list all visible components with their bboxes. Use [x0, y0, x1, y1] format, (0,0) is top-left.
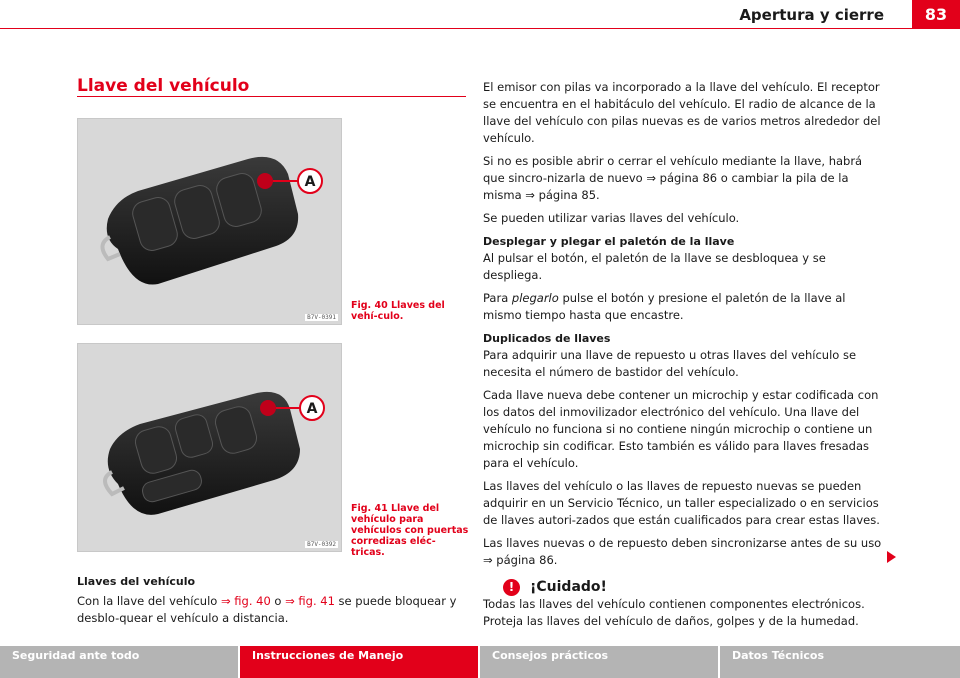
- header-rule: [0, 28, 960, 29]
- section-title: Llave del vehículo: [77, 76, 250, 96]
- paragraph: Cada llave nueva debe contener un microchip y estar codificada con los datos del inmovilizador electrónico del vehículo. Una llave del vehículo no funciona si no contiene ningún microchip o contiene un microchip sin codificar. Esto también es válido para llaves fresadas para el vehículo.: [483, 388, 879, 470]
- text-part: pulse el botón y presione el paletón de la llave al mismo tiempo hasta que encastre.: [483, 291, 846, 322]
- fig-41-link[interactable]: ⇒ fig. 41: [285, 594, 335, 608]
- car-key-illustration: [78, 344, 341, 551]
- subheading-fold-key: Desplegar y plegar el paletón de la llave: [483, 235, 735, 248]
- left-subheading: Llaves del vehículo: [77, 575, 196, 588]
- text-part: o: [270, 594, 286, 608]
- tab-safety[interactable]: Seguridad ante todo: [0, 646, 238, 678]
- figure-40-caption: Fig. 40 Llaves del vehí-culo.: [351, 300, 445, 322]
- caution-header: [483, 579, 887, 596]
- car-key-illustration: [78, 119, 341, 324]
- text-part: Con la llave del vehículo: [77, 594, 221, 608]
- footer-nav: [0, 646, 960, 678]
- paragraph: El emisor con pilas va incorporado a la llave del vehículo. El receptor se encuentra en el habitáculo del vehículo. El radio de alcance de la llave del vehículo con pilas nuevas es de varios metros alrededor del vehículo.: [483, 80, 881, 145]
- fig-40-link[interactable]: ⇒ fig. 40: [220, 594, 271, 608]
- figure-code: B7V-0391: [307, 314, 336, 321]
- paragraph: Las llaves nuevas o de repuesto deben sincronizarse antes de su uso ⇒ página 86.: [483, 536, 882, 567]
- emphasis: plegarlo: [511, 291, 559, 305]
- text-part: se puede bloquear y desblo-quear el vehículo a distancia.: [77, 594, 457, 625]
- subheading-key-duplicates: Duplicados de llaves: [483, 332, 611, 345]
- section-rule: [77, 96, 466, 97]
- text-part: Para: [483, 291, 512, 305]
- next-page-arrow-icon[interactable]: [887, 551, 896, 563]
- figure-41-image: [77, 343, 342, 552]
- warning-icon: !: [503, 579, 520, 596]
- paragraph: Al pulsar el botón, el paletón de la llave se desbloquea y se despliega.: [483, 251, 826, 282]
- paragraph: Las llaves del vehículo o las llaves de repuesto nuevas se pueden adquirir en un Servicio Técnico, un taller especializado o en servicios de llaves autori-zados que están cualificados para crear estas llaves.: [483, 479, 880, 527]
- paragraph: Si no es posible abrir o cerrar el vehículo mediante la llave, habrá que sincro-nizarla de nuevo ⇒ página 86 o cambiar la pila de la misma ⇒ página 85.: [483, 154, 863, 202]
- caution-text: Todas las llaves del vehículo contienen componentes electrónicos. Proteja las llaves del vehículo de daños, golpes y de la humedad.: [483, 597, 865, 628]
- tab-operating-instructions[interactable]: Instrucciones de Manejo: [240, 646, 478, 678]
- figure-41-caption: Fig. 41 Llave del vehículo para vehículos con puertas corredizas eléc-tricas.: [351, 503, 469, 558]
- paragraph: Para adquirir una llave de repuesto u otras llaves del vehículo se necesita el número de bastidor del vehículo.: [483, 348, 857, 379]
- callout-a-label: A: [306, 401, 318, 417]
- tab-technical-data[interactable]: Datos Técnicos: [720, 646, 958, 678]
- left-paragraph: [77, 593, 472, 627]
- page-number: 83: [912, 0, 960, 29]
- tab-practical-tips[interactable]: Consejos prácticos: [480, 646, 718, 678]
- figure-code: B7V-0392: [307, 541, 336, 548]
- callout-a-label: A: [304, 174, 316, 190]
- caution-title: ¡Cuidado!: [530, 579, 607, 595]
- paragraph: Se pueden utilizar varias llaves del vehículo.: [483, 211, 740, 225]
- figure-40-image: [77, 118, 342, 325]
- right-column: [483, 79, 887, 636]
- paragraph: [483, 290, 887, 324]
- chapter-title: Apertura y cierre: [739, 6, 884, 24]
